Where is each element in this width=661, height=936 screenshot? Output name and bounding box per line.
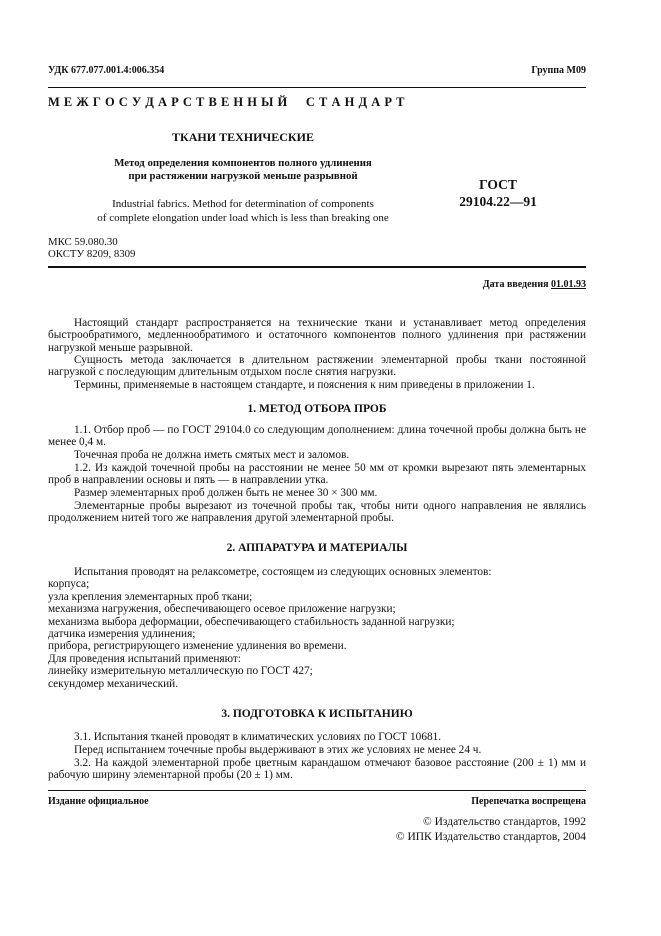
section-1-paragraph-2: Точечная проба не должна иметь смятых мест и заломов. — [74, 449, 350, 461]
list-item: секундомер механический. — [48, 677, 179, 690]
section-1-heading: 1. МЕТОД ОТБОРА ПРОБ — [247, 403, 387, 415]
footer-rule — [48, 790, 586, 791]
classification-codes — [48, 236, 135, 260]
mks-code: МКС 59.080.30 — [48, 236, 118, 248]
list-item: Для проведения испытаний применяют: — [48, 652, 241, 665]
intro-paragraph-2: Сущность метода заключается в длительном растяжении элементарной пробы ткани постоянной нагрузкой с последующим длительным отдыхом после снятия нагрузки. — [48, 354, 586, 379]
section-2-heading: 2. АППАРАТУРА И МАТЕРИАЛЫ — [226, 542, 408, 554]
intro-date-label: Дата введения — [482, 279, 549, 290]
section-3-paragraph-1: 3.1. Испытания тканей проводят в климатических условиях по ГОСТ 10681. — [74, 731, 442, 743]
group-code: Группа М09 — [531, 65, 586, 76]
gost-number: 29104.22—91 — [459, 194, 537, 209]
top-rule — [48, 87, 586, 88]
section-1-paragraph-4: Размер элементарных проб должен быть не менее 30 × 300 мм. — [74, 487, 378, 499]
official-edition: Издание официальное — [48, 796, 149, 807]
list-item: узла крепления элементарных проб ткани; — [48, 590, 253, 603]
section-1-paragraph-3: 1.2. Из каждой точечной пробы на расстоянии не менее 50 мм от кромки вырезают пять элементарных проб в направлении основы и пять — в направлении утка. — [48, 462, 586, 487]
intro-date — [483, 279, 586, 290]
copyright-line-1: © Издательство стандартов, 1992 — [422, 816, 586, 828]
english-title — [48, 198, 438, 225]
list-item: корпуса; — [48, 578, 90, 591]
gost-label: ГОСТ — [479, 177, 517, 192]
list-item: механизма выбора деформации, обеспечивающего стабильность заданной нагрузки; — [48, 615, 455, 628]
copyright-line-2: © ИПК Издательство стандартов, 2004 — [395, 831, 586, 843]
standard-banner: М Е Ж Г О С У Д А Р С Т В Е Н Н Ы Й С Т А Н Д А Р Т — [48, 95, 405, 109]
document-subtitle — [48, 157, 438, 183]
list-item: механизма нагружения, обеспечивающего осевое приложение нагрузки; — [48, 603, 396, 616]
section-1-paragraph-5: Элементарные пробы вырезают из точечной пробы так, чтобы нити одного направления не являлись продолжением нитей того же направления другой элементарной пробы. — [48, 500, 586, 525]
section-2-list — [48, 566, 586, 690]
document-title: ТКАНИ ТЕХНИЧЕСКИЕ — [172, 130, 314, 144]
section-1-paragraph-1: 1.1. Отбор проб — по ГОСТ 29104.0 со следующим дополнением: длина точечной пробы должна быть не менее 0,4 м. — [48, 424, 586, 449]
english-line-2: of complete elongation under load which is less than breaking one — [97, 211, 389, 224]
section-3-paragraph-3: 3.2. На каждой элементарной пробе цветным карандашом отмечают базовое расстояние (200 ± 1) мм и рабочую ширину элементарной пробы (20 ± 1) мм. — [48, 757, 586, 782]
list-item: прибора, регистрирующего изменение удлинения во времени. — [48, 640, 347, 653]
list-item: линейку измерительную металлическую по ГОСТ 427; — [48, 665, 313, 678]
intro-paragraph-1: Настоящий стандарт распространяется на технические ткани и устанавливает метод определения быстрообратимого, медленнообратимого и остаточного компонентов полного удлинения при растяжении нагрузкой меньше разрывной. — [48, 317, 586, 354]
copyright-block — [396, 815, 586, 845]
subtitle-line-1: Метод определения компонентов полного удлинения — [114, 157, 372, 169]
intro-date-value: 01.01.93 — [551, 279, 586, 290]
subtitle-line-2: при растяжении нагрузкой меньше разрывной — [128, 170, 358, 182]
udk-code: УДК 677.077.001.4:006.354 — [48, 65, 165, 76]
list-item: датчика измерения удлинения; — [48, 628, 196, 641]
section-3-paragraph-2: Перед испытанием точечные пробы выдерживают в этих же условиях не менее 24 ч. — [74, 744, 482, 756]
list-item: Испытания проводят на релаксометре, состоящем из следующих основных элементов: — [74, 566, 492, 578]
title-bottom-rule — [48, 266, 586, 268]
gost-designation — [448, 176, 548, 210]
intro-paragraph-3: Термины, применяемые в настоящем стандарте, и пояснения к ним приведены в приложении 1. — [74, 379, 535, 391]
okstu-code: ОКСТУ 8209, 8309 — [48, 248, 136, 260]
english-line-1: Industrial fabrics. Method for determination of components — [112, 198, 374, 210]
section-3-heading: 3. ПОДГОТОВКА К ИСПЫТАНИЮ — [221, 708, 413, 720]
reprint-notice: Перепечатка воспрещена — [471, 796, 586, 807]
